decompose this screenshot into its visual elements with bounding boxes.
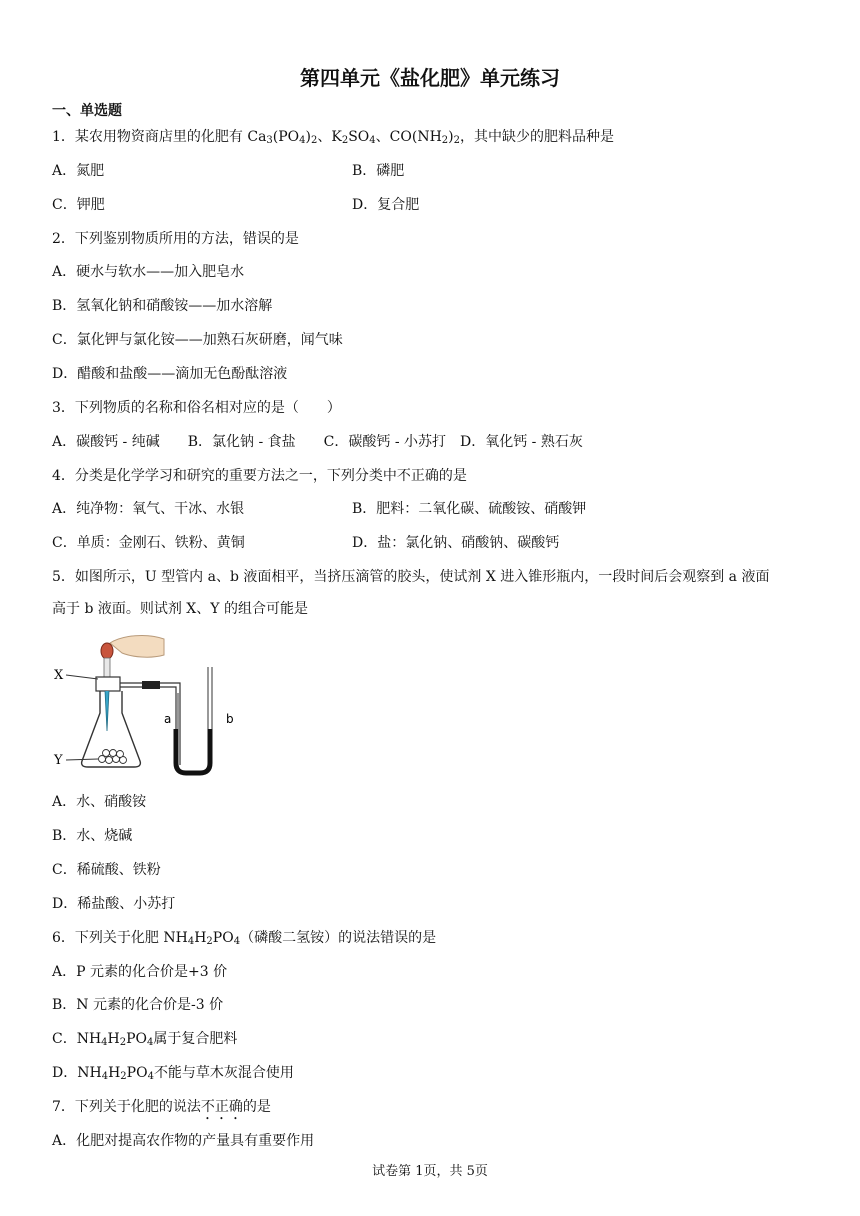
q1-option-c: C．钾肥 [52,197,105,213]
q2-option-d: D．醋酸和盐酸——滴加无色酚酞溶液 [52,366,288,382]
question-5-stem-line1: 5．如图所示，U 型管内 a、b 液面相平，当挤压滴管的胶头，使试剂 X 进入锥形瓶内，一段时间后会观察到 a 液面 [52,569,770,585]
q2-option-b: B．氢氧化钠和硝酸铵——加水溶解 [52,298,273,314]
q6-option-a: A．P 元素的化合价是+3 价 [52,964,228,980]
q2-option-a: A．硬水与软水——加入肥皂水 [52,264,245,280]
question-2-stem: 2．下列鉴别物质所用的方法，错误的是 [52,231,299,247]
q3-options: A．碳酸钙 - 纯碱 B．氯化钠 - 食盐 C．碳酸钙 - 小苏打 D．氧化钙 - 熟石灰 [52,434,583,450]
q7-option-a: A．化肥对提高农作物的产量具有重要作用 [52,1133,315,1149]
q6-option-c: C．$NH_4H_2PO_4$属于复合肥料 [52,1031,238,1048]
question-6-stem: 6．下列关于化肥 $NH_4H_2PO_4$（磷酸二氢铵）的说法错误的是 [52,930,437,947]
q4-option-d: D．盐：氯化钠、硝酸钠、碳酸钙 [352,535,560,551]
label-y: Y [54,753,63,768]
q1-option-d: D．复合肥 [352,197,420,213]
q1-option-b: B．磷肥 [352,163,405,179]
question-7-stem: 7．下列关于化肥的说法不正确的是 [52,1099,271,1115]
section-heading: 一、单选题 [52,103,122,119]
q4-option-c: C．单质：金刚石、铁粉、黄铜 [52,535,245,551]
question-4-stem: 4．分类是化学学习和研究的重要方法之一，下列分类中不正确的是 [52,468,467,484]
q5-option-d: D．稀盐酸、小苏打 [52,896,176,912]
q4-option-b: B．肥料：二氧化碳、硫酸铵、硝酸钾 [352,501,587,517]
question-5-stem-line2: 高于 b 液面。则试剂 X、Y 的组合可能是 [52,601,308,617]
apparatus-figure [52,633,252,782]
q6-option-d: D．$NH_4H_2PO_4$不能与草木灰混合使用 [52,1065,294,1082]
q5-option-a: A．水、硝酸铵 [52,794,147,810]
label-x: X [54,668,64,683]
q5-option-c: C．稀硫酸、铁粉 [52,862,161,878]
q6-option-b: B．N 元素的化合价是-3 价 [52,997,224,1013]
emphasis-text: 不正确 [200,1099,243,1115]
q5-option-b: B．水、烧碱 [52,828,133,844]
page-footer: 试卷第 1页，共 5页 [372,1164,488,1179]
q4-option-a: A．纯净物：氧气、干冰、水银 [52,501,245,517]
page-title: 第四单元《盐化肥》单元练习 [300,66,560,90]
question-3-stem: 3．下列物质的名称和俗名相对应的是（ ） [52,400,341,416]
label-b: b [226,712,234,726]
question-1-stem: 1．某农用物资商店里的化肥有 $Ca_3(PO_4)_2$、$K_2SO_4$、$CO(NH_2)_2$，其中缺少的肥料品种是 [52,129,615,146]
q2-option-c: C．氯化钾与氯化铵——加熟石灰研磨，闻气味 [52,332,343,348]
label-a: a [164,712,172,726]
q1-option-a: A．氮肥 [52,163,105,179]
